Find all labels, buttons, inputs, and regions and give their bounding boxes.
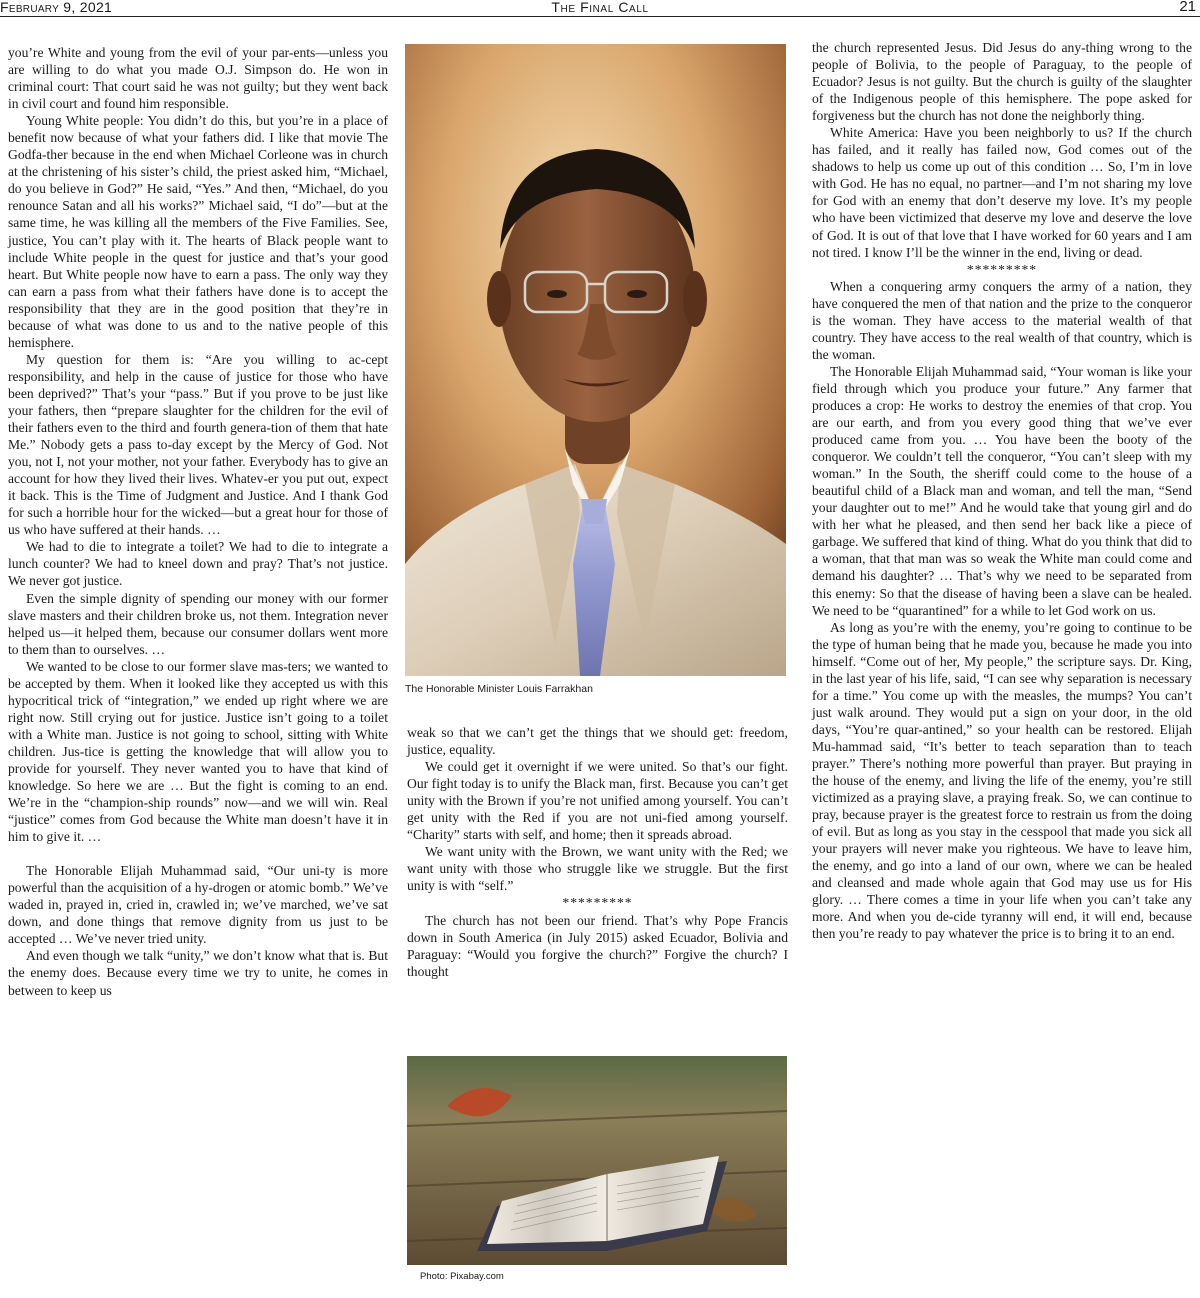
paragraph: We wanted to be close to our former slave mas-ters; we wanted to be accepted by them. When it looked like they accepted us with this hypocritical trick of “integration,” we ended up right where we are right now. Still crying out for justice. Justice isn’t going to a toilet with a White man. Justice is not going to school, sitting with White children. Jus-tice is getting the knowledge that will allow you to provide for yourself. They never wanted you to have that kind of knowledge. So here we are … But the fight is coming to an end. We’re in the “champion-ship rounds” now—and we will win. Real “justice” comes from God because the White man doesn’t have it in him to give it. … — [8, 658, 388, 845]
section-separator: ********* — [562, 895, 633, 911]
paragraph: The Honorable Elijah Muhammad said, “Our uni-ty is more powerful than the acquisition of a hy-drogen or atomic bomb.” We’ve waded in, prayed in, cried in, crawled in; we’ve marched, we’ve sat down, and done things that remove dignity from us just to be accepted … We’ve never tried unity. — [8, 863, 388, 947]
paragraph: you’re White and young from the evil of your par-ents—unless you are willing to do what you made O.J. Simpson do. He won in criminal court: That court said he was not guilty; but they went back in civil court and found him responsible. — [8, 45, 388, 112]
page-number: 21 — [1179, 0, 1196, 15]
portrait-photo — [405, 44, 786, 676]
page-header — [0, 0, 1200, 17]
paragraph: Even the simple dignity of spending our money with our former slave masters and their children broke us, not them. Integration never helped us—it helped them, because our consumer dollars went more to them than to ourselves. … — [8, 590, 388, 657]
newspaper-name: The Final Call — [551, 0, 649, 15]
article-column-2 — [407, 724, 788, 980]
paragraph: And even though we talk “unity,” we don’t know what that is. But the enemy does. Because every time we try to unite, he comes in between to keep us — [8, 948, 388, 998]
paragraph: When a conquering army conquers the army of a nation, they have conquered the men of that nation and the prize to the conqueror is the woman. They have access to the material wealth of that country. They have access to the real wealth of that country, which is the woman. — [812, 278, 1192, 362]
paragraph: The Honorable Elijah Muhammad said, “Your woman is like your field through which you produce your future.” Any farmer that produces a crop: He works to destroy the enemies of that crop. You are our earth, and from you every good thing that we’ve ever produced came from you. … You have been the booty of the conqueror. We couldn’t tell the conqueror, “You can’t sleep with my woman.” In the South, the sheriff could come to the house of a beautiful child of a Black man and woman, and tell the man, “Send your daughter out to me!” And he would take that young girl and do with her what he pleased, and then send her back like a piece of garbage. We suffered that kind of thing. What do you think that did to a woman, that that man was so weak the White man could come and demand his daughter? … That’s why we need to be separated from this enemy: So that the disease of having been a slave can be healed. We need to be “quarantined” for a while to let God work on us. — [812, 363, 1192, 618]
issue-date: February 9, 2021 — [0, 0, 113, 15]
article-column-1 — [8, 44, 388, 999]
paragraph: My question for them is: “Are you willing to ac-cept responsibility, and help in the cause of justice for those who have been deprived?” That’s your “pass.” But if you prove to be just like your fathers, then “prepare slaughter for the children for the evil of their fathers even to the third and fourth genera-tion of them that hate Me.” Nobody gets a pass to-day except by the Mercy of God. Not you, not I, not your mother, not your father. Everybody has to give an account for how they lived their lives. Whatev-er you put out, expect it back. This is the Time of Judgment and Justice. And I thank God for such a horrible hour for the wicked—but a great hour for those of us who have suffered at their hands. … — [8, 351, 388, 538]
paragraph: Young White people: You didn’t do this, but you’re in a place of benefit now because of what your fathers did. I like that movie The Godfa-ther because in the end when Michael Corleone was in church at the christening of his sister’s child, the priest asked him, “Michael, do you believe in God?” He said, “Yes.” And then, “Michael, do you renounce Satan and all his works?” Michael said, “I do”—but at the same time, he was killing all the members of the Five Families. See, justice, You can’t play with it. The hearts of Black people want to include White people in the quest for justice and that’s your good heart. But White people now have to earn a pass. The only way they can earn a pass from what their fathers have done is to accept the responsibility that they are in the good position that they’re in because of what was done to us and to the native people of this hemisphere. — [8, 113, 388, 350]
paragraph-spacer — [8, 845, 388, 862]
paragraph: We want unity with the Brown, we want unity with the Red; we want unity with those who struggle like we struggle. But the first unity is with “self.” — [407, 844, 788, 894]
paragraph: As long as you’re with the enemy, you’re going to continue to be the type of human being that he made you, because he made you into himself. “Come out of her, My people,” the scripture says. Dr. King, in the last year of his life, said, “I can see why separation is necessary for a time.” You come up with the measles, the mumps? You can’t just walk around. They would put a sign on your door, in the old days, “You’re quar-antined,” so your health can be restored. Elijah Mu-hammad said, “It’s better to teach separation than to teach prayer.” There’s nothing more powerful than prayer. But praying in the house of the enemy, and living the life of the enemy, you’re still victimized as a praying slave, a praying freak. So, we can continue to pray, because prayer is the greatest force to restrain us from the doing of evil. But as long as you stay in the cesspool that made you sick all your prayers will never make you righteous. We have to leave him, the enemy, and go into a land of our own, where we can be healed and cleansed and made whole again that God may use us for His glory. … There comes a time in your life when you can’t take any more. And when you de-cide tyranny will end, it will end, because then you’re ready to pay whatever the price is to bring it to an end. — [812, 619, 1192, 942]
paragraph: the church represented Jesus. Did Jesus do any-thing wrong to the people of Bolivia, to the people of Paraguay, to the people of Ecuador? Jesus is not guilty. But the church is guilty of the slaughter of the Indigenous people of this hemisphere. The pope asked for forgiveness but the church has not done the neighborly thing. — [812, 40, 1192, 124]
article-column-3 — [812, 39, 1192, 942]
paragraph: We could get it overnight if we were united. So that’s our fight. Our fight today is to unify the Black man, first. Because you can’t get unity with the Brown if you’re not unified among yourself. You can’t get unity with the Red if you are not uni-fied among yourself. “Charity” starts with self, and home; then it spreads abroad. — [407, 759, 788, 843]
portrait-illustration — [405, 44, 786, 676]
paragraph: weak so that we can’t get the things that we should get: freedom, justice, equality. — [407, 725, 788, 758]
portrait-caption: The Honorable Minister Louis Farrakhan — [405, 683, 593, 695]
bible-photo — [407, 1056, 787, 1265]
section-separator: ********* — [966, 261, 1038, 277]
bible-photo-credit: Photo: Pixabay.com — [420, 1271, 504, 1282]
paragraph: The church has not been our friend. That’s why Pope Francis down in South America (in July 2015) asked Ecuador, Bolivia and Paraguay: “Would you forgive the church?” Forgive the church? I thought — [407, 912, 788, 979]
bible-illustration — [407, 1056, 787, 1265]
paragraph: White America: Have you been neighborly to us? If the church has failed, and it really has failed now, God comes out of the shadows to help us come up out of this condition … So, I’m in love with God. He has no equal, no partner—and I’m not sharing my love for God with an enemy that don’t deserve my love. It’s my people who have been victimized that deserve my love and deserve the love of God. It is out of that love that I have worked for 60 years and I am not tired. I know I’ll be the winner in the end, living or dead. — [812, 125, 1192, 260]
paragraph: We had to die to integrate a toilet? We had to die to integrate a lunch counter? We had to kneel down and pray? That’s not justice. We never got justice. — [8, 539, 388, 589]
